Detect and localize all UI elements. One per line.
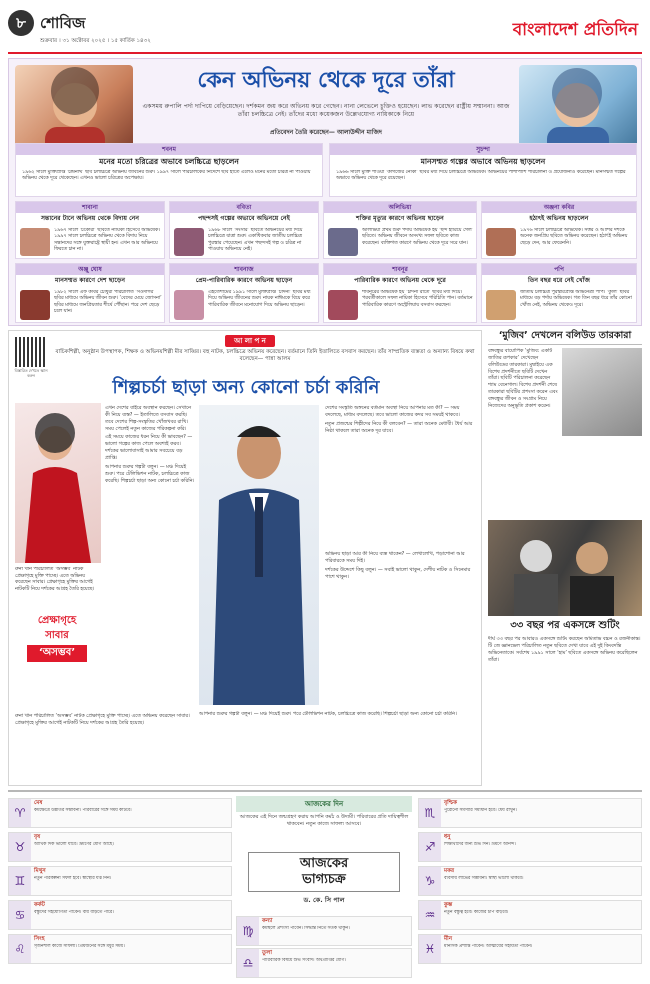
card-headline: হঠাৎই অভিনয় ছাড়লেন xyxy=(529,215,589,222)
paragraph: অভিনয় ছাড়া আর কী নিয়ে ব্যস্ত থাকেন? — লেখালেখি, পড়াশোনা আর পরিবারকে সময় দিই। xyxy=(325,551,465,564)
horoscope-title-1: আজকের xyxy=(299,856,349,871)
sign-name: কুম্ভ xyxy=(444,902,453,908)
interview-headline: শিল্পচর্চা ছাড়া অন্য কোনো চর্চা করিনি xyxy=(112,377,380,398)
card-headline: সন্তানের টানে অভিনয় থেকে বিদায় নেন xyxy=(40,215,140,222)
aquarius-icon: ♒ xyxy=(419,901,441,929)
actress-card xyxy=(323,263,477,323)
sign-name: বৃশ্চিক xyxy=(444,800,458,806)
sign-name: সিংহ xyxy=(34,936,45,942)
newspaper-logo: বাংলাদেশ প্রতিদিন xyxy=(512,20,638,40)
zodiac-sign xyxy=(236,948,412,978)
right-column xyxy=(488,330,642,786)
story-photo xyxy=(562,348,642,436)
sabar-headline-3: ‘অসম্ভব’ xyxy=(27,645,87,662)
zodiac-sign xyxy=(418,832,642,862)
interview-column xyxy=(105,405,195,705)
sabar-continued: রুনা খান পরিচালিত ‘অসম্ভব’ নাটক প্রেক্ষাগৃহে মুক্তি পাচ্ছে। এতে অভিনয় করেছেন সাবার। প্রেক্ষাগৃহে মুক্তির আগেই নাটকটি নিয়ে দর্শকের আগ্রহ তৈরি হয়েছে। xyxy=(15,713,190,726)
scorpio-icon: ♏ xyxy=(419,799,441,827)
gemini-icon: ♊ xyxy=(9,867,31,895)
sign-text: আর্থিক দিক ভালো যাবে। ভ্রমণের যোগ আছে। xyxy=(34,842,114,847)
interview-column xyxy=(325,551,475,705)
sign-text: বন্ধুদের সহযোগিতা পাবেন। ব্যয় বাড়তে পারে। xyxy=(34,910,114,915)
sabar-headline-2: সাবার xyxy=(45,629,69,641)
sign-name: কন্যা xyxy=(262,918,273,924)
paragraph: নতুন প্রজন্মের শিল্পীদের নিয়ে কী বলবেন? — তারা অনেক মেধাবী। ধৈর্য আর নিষ্ঠা থাকলে তারা অনেক দূর যাবে। xyxy=(325,420,473,434)
actress-card xyxy=(323,201,477,259)
actress-photo xyxy=(15,403,101,563)
card-headline: প্রেম-পারিবারিক কারণে অভিনয় ছাড়েন xyxy=(195,277,293,284)
story-body: বঙ্গবন্ধুর বায়োপিক ‘মুজিব: একটি জাতির রূপকার’ দেখেছেন বলিউডের তারকারা। মুম্বাইয়ে এক বিশেষ প্রদর্শনীতে ছবিটি দেখেন তাঁরা। ছবিটি পরিচালনা করেছেন শ্যাম বেনেগাল। বিশেষ প্রদর্শনী শেষে তারকারা ছবিটির প্রশংসা করেন এবং বঙ্গবন্ধুর জীবন ও সংগ্রাম নিয়ে নিজেদের অনুভূতি প্রকাশ করেন। xyxy=(488,348,558,409)
actress-name: শাবনূর xyxy=(324,264,476,275)
actress-card xyxy=(169,263,319,323)
actress-name: শাবনাজ xyxy=(170,264,318,275)
actress-name: অলিভিয়া xyxy=(324,202,476,213)
zodiac-sign xyxy=(8,866,232,896)
story-headline: ৩৩ বছর পর একসঙ্গে শুটিং xyxy=(510,620,620,631)
zodiac-sign xyxy=(8,832,232,862)
actress-photo xyxy=(328,290,358,320)
sign-name: ধনু xyxy=(444,834,451,840)
dateline: শুক্রবার । ৩১ অক্টোবর ২০২৫ । ১৫ কার্তিক ১৪৩২ xyxy=(40,38,151,44)
card-body: ১৯৭৬ সালে চলচ্চিত্রে অভিষেক। সত্তর ও আশির দশকে অনেক জনপ্রিয় ছবিতে অভিনয় করেছেন। হঠাৎই অভিনয় ছেড়ে দেন, আর ফেরেননি। xyxy=(520,228,628,246)
horoscope-author: ড. কে. সি পাল xyxy=(303,896,345,904)
interview-badge: আ লা প ন xyxy=(225,335,275,347)
actress-photo xyxy=(174,290,204,320)
card-body: ১৯৬৮ সালে ‘সংসার’ ছবিতে অভিনয়ের মধ্য দিয়ে চলচ্চিত্রে যাত্রা শুরু। একাধিকবার জাতীয় চলচ্চিত্র পুরস্কার পেয়েছেন। এখন পছন্দসই গল্প ও চরিত্র না পাওয়ায় অভিনয়ে নেই। xyxy=(208,228,303,253)
card-body: জাতীয় চলচ্চিত্র পুরস্কারপ্রাপ্ত অভিনেত্রী পপি। ‘কুলি’ ছবির মাধ্যমে বড় পর্দায় অভিষেক। গত তিন বছর ধরে তাঁর কোনো খোঁজ নেই, অভিনয় থেকেও দূরে। xyxy=(520,290,632,308)
actress-card xyxy=(15,201,165,259)
card-headline: শক্তির মৃত্যুর কারণে অভিনয় ছাড়েন xyxy=(356,215,444,222)
zodiac-sign xyxy=(236,916,412,946)
feature-byline: প্রতিবেদন তৈরি করেছেন— আলাউদ্দীন মাজিদ xyxy=(270,129,382,136)
paragraph: এই সময়ে কাজের ধরন নিয়ে কী ভাবছেন? — ভালো গল্পের কাজ পেলে অবশ্যই করব। দর্শকের ভালোবাসাই আমার সবচেয়ে বড় প্রাপ্তি। xyxy=(105,434,193,462)
sign-text: নতুন পরিকল্পনা সফল হবে। স্বাস্থ্যের যত্ন নিন। xyxy=(34,876,112,881)
story-body: দীর্ঘ ৩৩ বছর পর আবারও একসঙ্গে শুটিং করছেন অমিতাভ বচ্চন ও রজনীকান্ত। টি জে জ্ঞানভেল পরিচালিত নতুন ছবিতে দেখা যাবে এই দুই কিংবদন্তি অভিনেতাকে। সর্বশেষ ১৯৯১ সালে ‘হাম’ ছবিতে একসঙ্গে অভিনয় করেছিলেন তাঁরা। xyxy=(488,636,641,663)
masthead xyxy=(8,6,642,54)
portrait-illustration xyxy=(199,405,319,705)
feature-section xyxy=(8,58,642,326)
card-headline: মনের মতো চরিত্রের অভাবে চলচ্চিত্রে ছাড়লেন xyxy=(99,157,239,166)
card-body: ১৯৬৬ সালে মুক্তি পাওয়া ‘কাগজের নৌকা’ ছবির মধ্য দিয়ে চলচ্চিত্রে অভিষেক। অভিনয়ের পাশাপাশি পরিচালনা ও প্রযোজনাও করেছেন। মানসম্মত গল্পের অভাবে অভিনয় থেকে দূরে রয়েছেন। xyxy=(336,170,626,182)
zodiac-sign xyxy=(418,866,642,896)
card-headline: পারিবারিক কারণে অভিনয় থেকে দূরে xyxy=(354,277,446,284)
portrait-illustration xyxy=(488,520,642,616)
sign-text: কর্মস্থলে প্রশংসা পাবেন। সিদ্ধান্ত নিতে সতর্ক থাকুন। xyxy=(262,926,350,931)
actress-card xyxy=(169,201,319,259)
sabar-body: রুনা খান পরিচালিত ‘অসম্ভব’ নাটক প্রেক্ষাগৃহে মুক্তি পাচ্ছে। এতে অভিনয় করেছেন সাবার। প্রেক্ষাগৃহে মুক্তির আগেই নাটকটি নিয়ে দর্শকের আগ্রহ তৈরি হয়েছে। xyxy=(15,567,95,593)
feature-deck: একসময় রুপালি পর্দা দাপিয়ে বেড়িয়েছেন। দর্শকমন জয় করে অভিনয় করে গেছেন। নানা লেভেলে চুক্তিও হয়েছেন। লাভ করেছেন রাষ্ট্রীয় সম্মাননা। আজ তাঁরা চলচ্চিত্রে নেই। তাঁদের মধ্যে কয়েকজন উল্লেখযোগ্য নায়িকাকে নিয়ে xyxy=(142,103,510,118)
sign-text: নতুন বন্ধুত্ব হবে। কাজের চাপ বাড়বে। xyxy=(444,910,509,915)
libra-icon: ♎ xyxy=(237,949,259,977)
actress-photo xyxy=(174,228,204,256)
story-headline: ‘মুজিব’ দেখলেন বলিউড তারকারা xyxy=(488,330,642,345)
interview-column xyxy=(325,405,475,545)
horoscope-section xyxy=(8,790,642,978)
sign-text: পুরোনো সমস্যার সমাধান হবে। ধৈর্য রাখুন। xyxy=(444,808,517,813)
pisces-icon: ♓ xyxy=(419,935,441,963)
sign-text: ব্যবসায় লাভের সম্ভাবনা। স্বাস্থ্য ভালো থাকবে। xyxy=(444,876,524,881)
sabar-story xyxy=(15,567,99,709)
zodiac-sign xyxy=(8,934,232,964)
actress-name: অঞ্জু ঘোষ xyxy=(16,264,164,275)
horoscope-title-box xyxy=(248,852,400,892)
today-intro: আজকের এই দিনে জন্মগ্রহণ করায় আপনি কর্মঠ ও উদ্যমী। পরিবারের প্রতি দায়িত্বশীল থাকবেন। নতুন কাজে সাফল্য আসবে। xyxy=(239,814,409,827)
sabar-headline-1: প্রেক্ষাগৃহে xyxy=(37,615,77,626)
sign-text: শিক্ষার্থীদের জন্য শুভ দিন। ভ্রমণে আনন্দ। xyxy=(444,842,516,847)
story-photo xyxy=(488,520,642,616)
interviewee-photo xyxy=(199,405,319,705)
actress-card xyxy=(481,263,637,323)
feature-headline: কেন অভিনয় থেকে দূরে তাঁরা xyxy=(197,68,455,93)
card-headline: তিন বছর ধরে নেই খোঁজ xyxy=(527,277,590,284)
aries-icon: ♈ xyxy=(9,799,31,827)
taurus-icon: ♉ xyxy=(9,833,31,861)
sign-name: মকর xyxy=(444,868,455,874)
card-body: শাবনূরের অভিষেক হয় ‘চাঁদনী রাতে’ ছবির মধ্য দিয়ে। পরবর্তীকালে সফল নায়িকা হিসেবে পরিচিতি পান। বর্তমানে পারিবারিক কারণে অস্ট্রেলিয়ায় বসবাস করছেন। xyxy=(362,290,473,308)
card-body: ১৯৬৭ সালে ‘চকোরী’ ছবিতে নায়িকা হিসেবে অভিষেক। ১৯৯৭ সালে চলচ্চিত্রে অভিনয় থেকে বিদায় নিয়ে সন্তানদের সঙ্গে যুক্তরাষ্ট্রে স্থায়ী হন। এখন আর অভিনয়ে ফিরতে চান না। xyxy=(54,228,161,253)
sign-text: সৃজনশীল কাজে সাফল্য। প্রিয়জনের সঙ্গে মধুর সময়। xyxy=(34,944,125,949)
qr-caption: বিস্তারিত দেখতে স্ক্যান করুন xyxy=(14,368,48,378)
leo-icon: ♌ xyxy=(9,935,31,963)
sagittarius-icon: ♐ xyxy=(419,833,441,861)
interview-column: আপনার শুরুর গল্পটা বলুন। — মঞ্চ দিয়েই শুরু। পরে টেলিভিশন নাটক, চলচ্চিত্রে কাজ করেছি। শিল্পচর্চা ছাড়া অন্য কোনো চর্চা করিনি। xyxy=(199,711,457,717)
card-body: অলিভিয়া প্রথম শুরু পর্দায় অভিষেক হয় ‘ছন্দ হারিয়ে গেল’ ছবিতে। অভিনয় জীবনে অসংখ্য সফল ছবিতে কাজ করেছেন। ব্যক্তিগত কারণে অভিনয় থেকে দূরে সরে যান। xyxy=(362,228,474,246)
zodiac-sign xyxy=(418,798,642,828)
actress-name: শবনম xyxy=(16,144,322,155)
sign-name: মীন xyxy=(444,936,453,942)
sign-name: তুলা xyxy=(262,950,272,956)
sign-name: মেষ xyxy=(34,800,43,806)
cancer-icon: ♋ xyxy=(9,901,31,929)
interview-deck: বাচিকশিল্পী, অনুষ্ঠান উপস্থাপক, শিক্ষক ও অভিনয়শিল্পী মীর সাব্বির। বহু নাটক, চলচ্চিত্রে অভিনয় করেছেন। বর্তমানে তিনি ইতালিতে বসবাস করছেন। তাঁর সাম্প্রতিক ব্যস্ততা ও অন্যান্য বিষয়ে কথা বলেছেন— পান্না আলম xyxy=(55,349,475,362)
horoscope-title-2: ভাগ্যচক্র xyxy=(302,872,346,888)
paragraph: দর্শকের উদ্দেশে কিছু বলুন। — সবাই ভালো থাকুন, দেশীয় নাটক ও সিনেমার পাশে থাকুন। xyxy=(325,566,471,580)
actress-card xyxy=(15,263,165,323)
sign-text: পারিবারিক বিষয়ে শুভ সংবাদ। অর্থপ্রাপ্তির যোগ। xyxy=(262,958,346,963)
actress-photo xyxy=(328,228,358,256)
paragraph: এখন দেশের বাইরে অবস্থান করছেন। সেখানে কী নিয়ে ব্যস্ত? — ইতালিতে বসবাস করছি। তবে দেশের শিল্প-সংস্কৃতির খোঁজখবর রাখি। সময় পেলেই নতুন কাজের পরিকল্পনা করি। xyxy=(105,405,192,432)
actress-name: শাবানা xyxy=(16,202,164,213)
card-body: এহতেশামের ১৯৯১ সালে মুক্তিপ্রাপ্ত ‘চাঁদনী’ ছবির মধ্য দিয়ে অভিনয় জীবনের শুরু। নায়ক নাঈমকে বিয়ে করে পারিবারিক জীবনে মনোযোগ দিয়ে অভিনয় ছাড়েন। xyxy=(208,290,311,308)
sign-text: কর্মক্ষেত্রে উন্নতির সম্ভাবনা। পরিবারের সঙ্গে সময় কাটবে। xyxy=(34,808,132,813)
capricorn-icon: ♑ xyxy=(419,867,441,895)
actress-name: ববিতা xyxy=(170,202,318,213)
card-headline: মানসম্মত কারণে দেশ ছাড়েন xyxy=(54,277,126,284)
zodiac-sign xyxy=(8,798,232,828)
zodiac-sign xyxy=(8,900,232,930)
card-body: ১৯৮২ সালে এফ কবির চৌধুরী পরিচালিত ‘সওদাগর’ ছবির মাধ্যমে অভিনয় জীবন শুরু। ‘বেদের মেয়ে জোসনা’ ছবির মাধ্যমে জনপ্রিয়তার শীর্ষে পৌঁছান। পরে দেশ ছেড়ে চলে যান। xyxy=(54,290,162,315)
paragraph: দেশের সংস্কৃতি অঙ্গনের বর্তমান অবস্থা নিয়ে আপনার মত কী? — সময় বদলেছে, মাধ্যম বদলেছে। তবে ভালো কাজের কদর সব সময়ই থাকবে। xyxy=(325,405,460,418)
actress-card xyxy=(481,201,637,259)
sign-name: কর্কট xyxy=(34,902,45,908)
portrait-illustration xyxy=(15,403,101,563)
card-headline: মানসম্মত গল্পের অভাবে অভিনয় ছাড়লেন xyxy=(420,157,546,166)
card-body: ১৯৬২ সালে মুক্তিপ্রাপ্ত ‘চন্দ্রনাথ’ ছবি চলচ্চিত্রে অভিনয় জীবনের শুরু। ১৯৯৭ সালে পরিচালকের নির্দেশে ছবি হাতে এলেও মনের মতো চরিত্র না পাওয়ায় অভিনয় থেকে দূরে থেকেছেন। এখনও ভালো চরিত্রের অপেক্ষায়। xyxy=(22,170,311,182)
actress-photo xyxy=(20,290,50,320)
actress-card xyxy=(15,143,323,197)
zodiac-sign xyxy=(418,934,642,964)
interview-section xyxy=(8,330,482,786)
actress-name: সুচন্দা xyxy=(330,144,636,155)
sign-name: বৃষ xyxy=(34,834,41,840)
actress-photo xyxy=(486,228,516,256)
actress-photo xyxy=(486,290,516,320)
actress-name: অঞ্জনা কবির xyxy=(482,202,636,213)
sign-text: মানসিক প্রশান্তি পাবেন। আত্মীয়ের সহায়তা পাবেন। xyxy=(444,944,533,949)
paragraph: আপনার শুরুর গল্পটা বলুন। — মঞ্চ দিয়েই শুরু। পরে টেলিভিশন নাটক, চলচ্চিত্রে কাজ করেছি। শিল্পচর্চা ছাড়া অন্য কোনো চর্চা করিনি। xyxy=(105,463,195,484)
actress-card xyxy=(329,143,637,197)
zodiac-sign xyxy=(418,900,642,930)
virgo-icon: ♍ xyxy=(237,917,259,945)
qr-code-icon[interactable] xyxy=(15,337,45,367)
today-heading: আজকের দিন xyxy=(236,796,412,812)
page-number: ৮ xyxy=(8,10,34,36)
section-title: শোবিজ xyxy=(40,14,86,32)
card-headline: পছন্দসই গল্পের অভাবে অভিনয়ে নেই xyxy=(198,215,290,222)
sign-name: মিথুন xyxy=(34,868,46,874)
actress-name: পপি xyxy=(482,264,636,275)
actress-photo xyxy=(20,228,50,256)
